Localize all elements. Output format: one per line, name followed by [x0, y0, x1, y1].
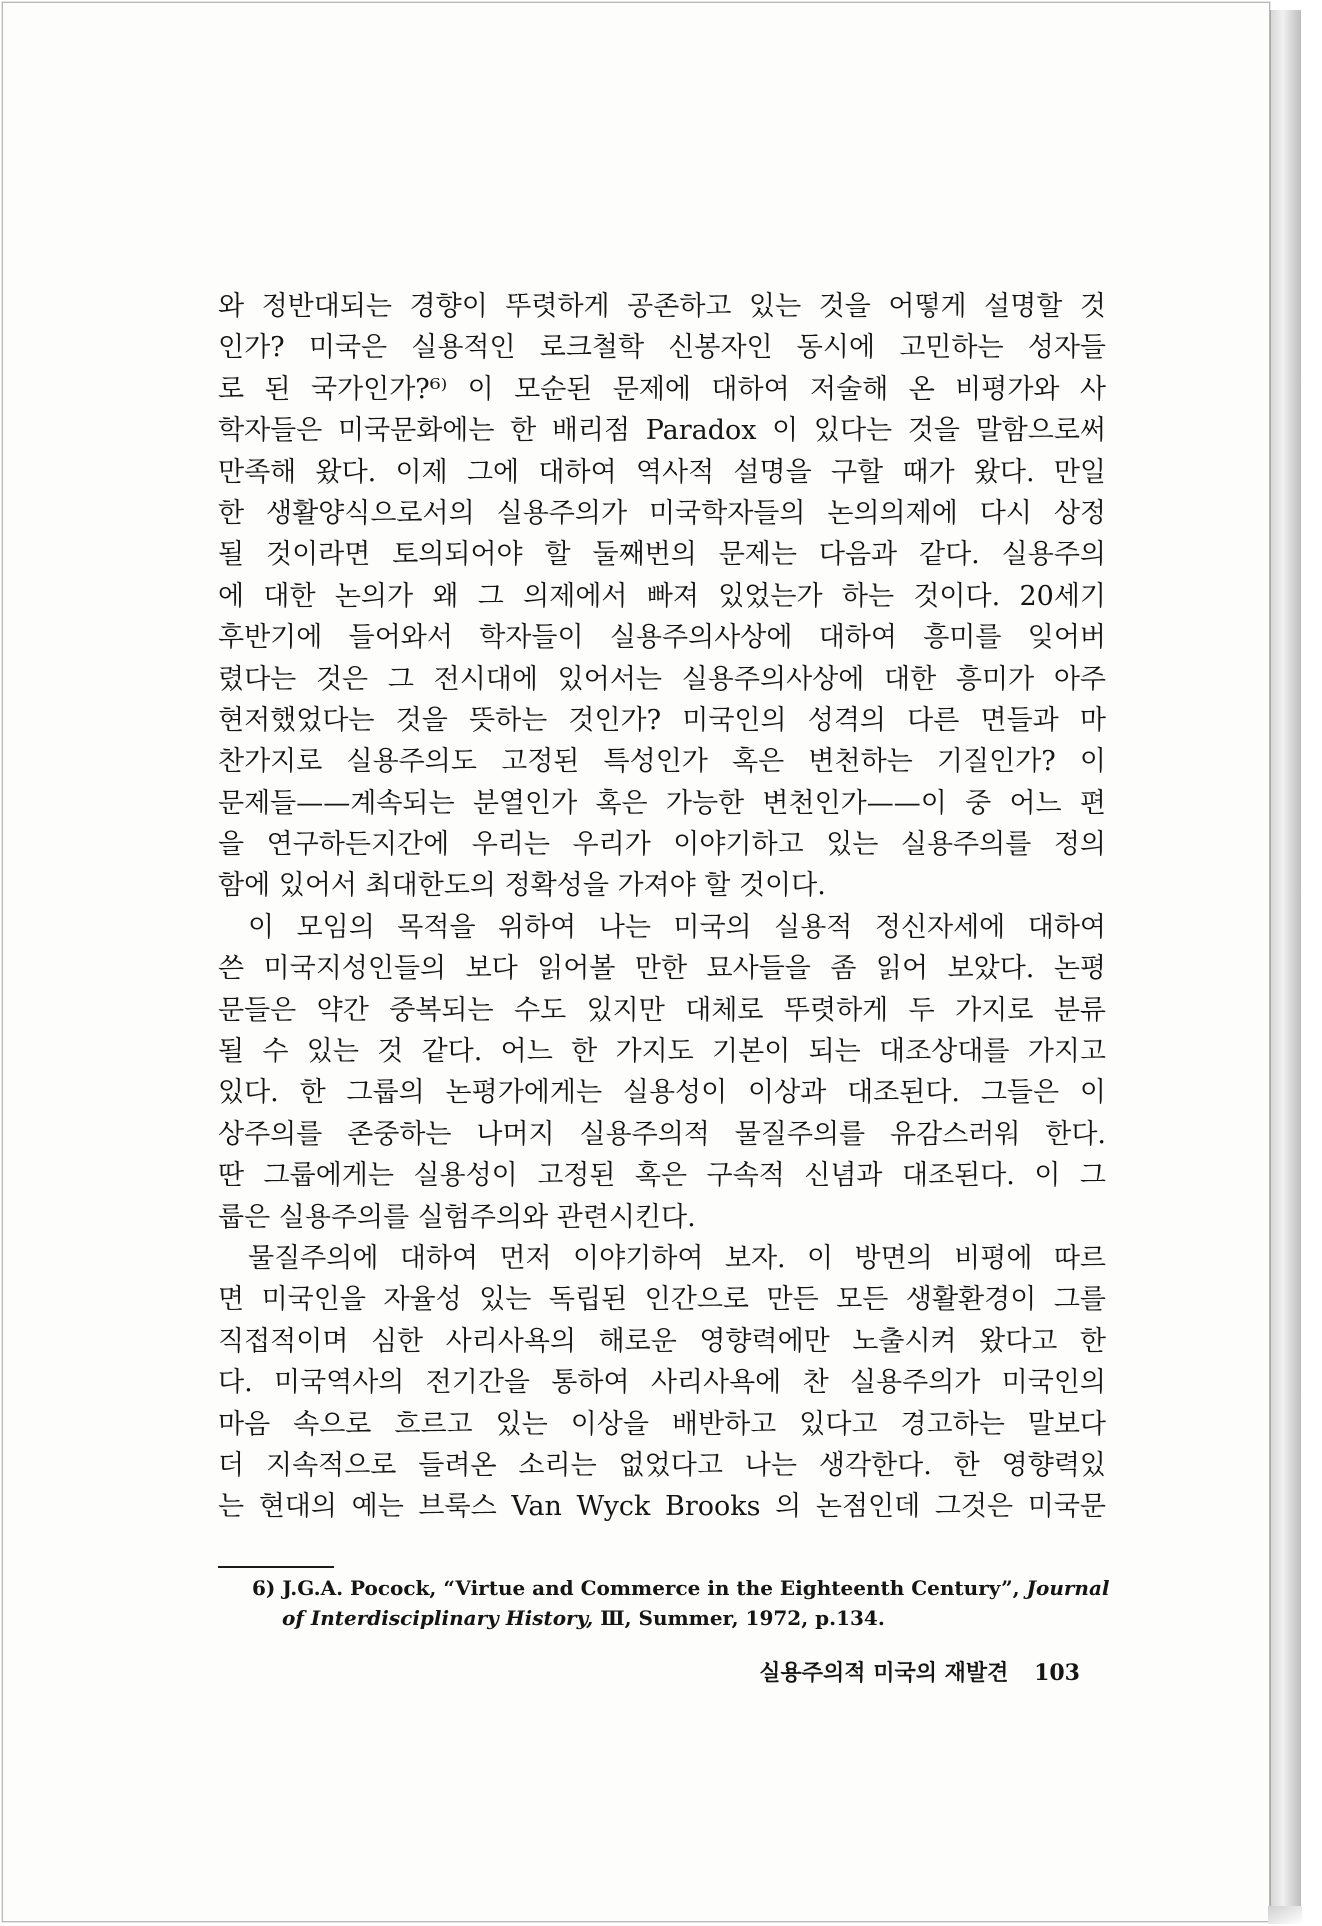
- footnote-line-1: [252, 1573, 1110, 1603]
- body-line: 후반기에 들어와서 학자들이 실용주의사상에 대하여 흥미를 잊어버: [218, 622, 1106, 654]
- body-line: 로 된 국가인가?⁶⁾ 이 모순된 문제에 대하여 저술해 온 비평가와 사: [218, 373, 1106, 405]
- body-line: 에 대한 논의가 왜 그 의제에서 빠져 있었는가 하는 것이다. 20세기: [218, 580, 1106, 612]
- body-line: 될 것이라면 토의되어야 할 둘째번의 문제는 다음과 같다. 실용주의: [218, 539, 1106, 571]
- page-stack-corner: [1268, 1906, 1302, 1924]
- body-line: 찬가지로 실용주의도 고정된 특성인가 혹은 변천하는 기질인가? 이: [218, 746, 1106, 778]
- body-line: 마음 속으로 흐르고 있는 이상을 배반하고 있다고 경고하는 말보다: [218, 1408, 1106, 1440]
- footnote-article-title: “Virtue and Commerce in the Eighteenth Century”,: [443, 1576, 1020, 1600]
- body-line: 될 수 있는 것 같다. 어느 한 가지도 기본이 되는 대조상대를 가지고: [218, 1036, 1106, 1068]
- body-line: 다. 미국역사의 전기간을 통하여 사리사욕에 찬 실용주의가 미국인의: [218, 1367, 1106, 1399]
- footnote-rule: [218, 1566, 334, 1568]
- body-line: 면 미국인을 자율성 있는 독립된 인간으로 만든 모든 생활환경이 그를: [218, 1284, 1106, 1316]
- footnote-marker: 6): [252, 1576, 276, 1600]
- body-line: 직접적이며 심한 사리사욕의 해로운 영향력에만 노출시켜 왔다고 한: [218, 1325, 1106, 1357]
- body-line: 문들은 약간 중복되는 수도 있지만 대체로 뚜렷하게 두 가지로 분류: [218, 994, 1106, 1026]
- body-line: 물질주의에 대하여 먼저 이야기하여 보자. 이 방면의 비평에 따르: [248, 1242, 1106, 1274]
- body-line: 한 생활양식으로서의 실용주의가 미국학자들의 논의의제에 다시 상정: [218, 497, 1106, 529]
- body-line: 현저했었다는 것을 뜻하는 것인가? 미국인의 성격의 다른 면들과 마: [218, 704, 1106, 736]
- body-line: 룹은 실용주의를 실험주의와 관련시킨다.: [218, 1201, 696, 1233]
- body-line: 는 현대의 예는 브룩스 Van Wyck Brooks 의 논점인데 그것은 미국문: [218, 1491, 1106, 1523]
- body-line: 와 정반대되는 경향이 뚜렷하게 공존하고 있는 것을 어떻게 설명할 것: [218, 291, 1106, 322]
- body-line: 상주의를 존중하는 나머지 실용주의적 물질주의를 유감스러워 한다.: [218, 1118, 1106, 1150]
- body-line: 있다. 한 그룹의 논평가에게는 실용성이 이상과 대조된다. 그들은 이: [218, 1077, 1106, 1109]
- body-line: 이 모임의 목적을 위하여 나는 미국의 실용적 정신자세에 대하여: [248, 911, 1106, 943]
- body-line: 학자들은 미국문화에는 한 배리점 Paradox 이 있다는 것을 말함으로써: [218, 415, 1106, 447]
- running-title: 실용주의적 미국의 재발견: [759, 1660, 1009, 1686]
- page-number: 103: [1034, 1660, 1080, 1686]
- body-text: [218, 286, 1106, 1528]
- running-footer: [720, 1656, 1080, 1687]
- body-line: 렸다는 것은 그 전시대에 있어서는 실용주의사상에 대한 흥미가 아주: [218, 663, 1106, 695]
- body-line: 함에 있어서 최대한도의 정확성을 가져야 할 것이다.: [218, 870, 826, 902]
- body-line: 딴 그룹에게는 실용성이 고정된 혹은 구속적 신념과 대조된다. 이 그: [218, 1160, 1106, 1192]
- footnote-journal-part2: of Interdisciplinary History,: [282, 1606, 594, 1630]
- body-line: 문제들——계속되는 분열인가 혹은 가능한 변천인가——이 중 어느 편: [218, 787, 1106, 819]
- body-line: 만족해 왔다. 이제 그에 대하여 역사적 설명을 구할 때가 왔다. 만일: [218, 456, 1106, 488]
- footnote-details: Ⅲ, Summer, 1972, p.134.: [600, 1606, 885, 1630]
- body-line: 더 지속적으로 들려온 소리는 없었다고 나는 생각한다. 한 영향력있: [218, 1449, 1106, 1481]
- body-line: 을 연구하든지간에 우리는 우리가 이야기하고 있는 실용주의를 정의: [218, 829, 1106, 861]
- footnote-line-2: [252, 1603, 1106, 1633]
- body-line: 인가? 미국은 실용적인 로크철학 신봉자인 동시에 고민하는 성자들: [218, 332, 1106, 364]
- footnote-journal-part1: Journal: [1026, 1576, 1110, 1600]
- body-line: 쓴 미국지성인들의 보다 읽어볼 만한 묘사들을 좀 읽어 보았다. 논평: [218, 953, 1106, 985]
- footnotes: [252, 1573, 1110, 1633]
- page-stack-edge: [1270, 10, 1301, 1910]
- footnote-author: J.G.A. Pocock,: [282, 1576, 437, 1600]
